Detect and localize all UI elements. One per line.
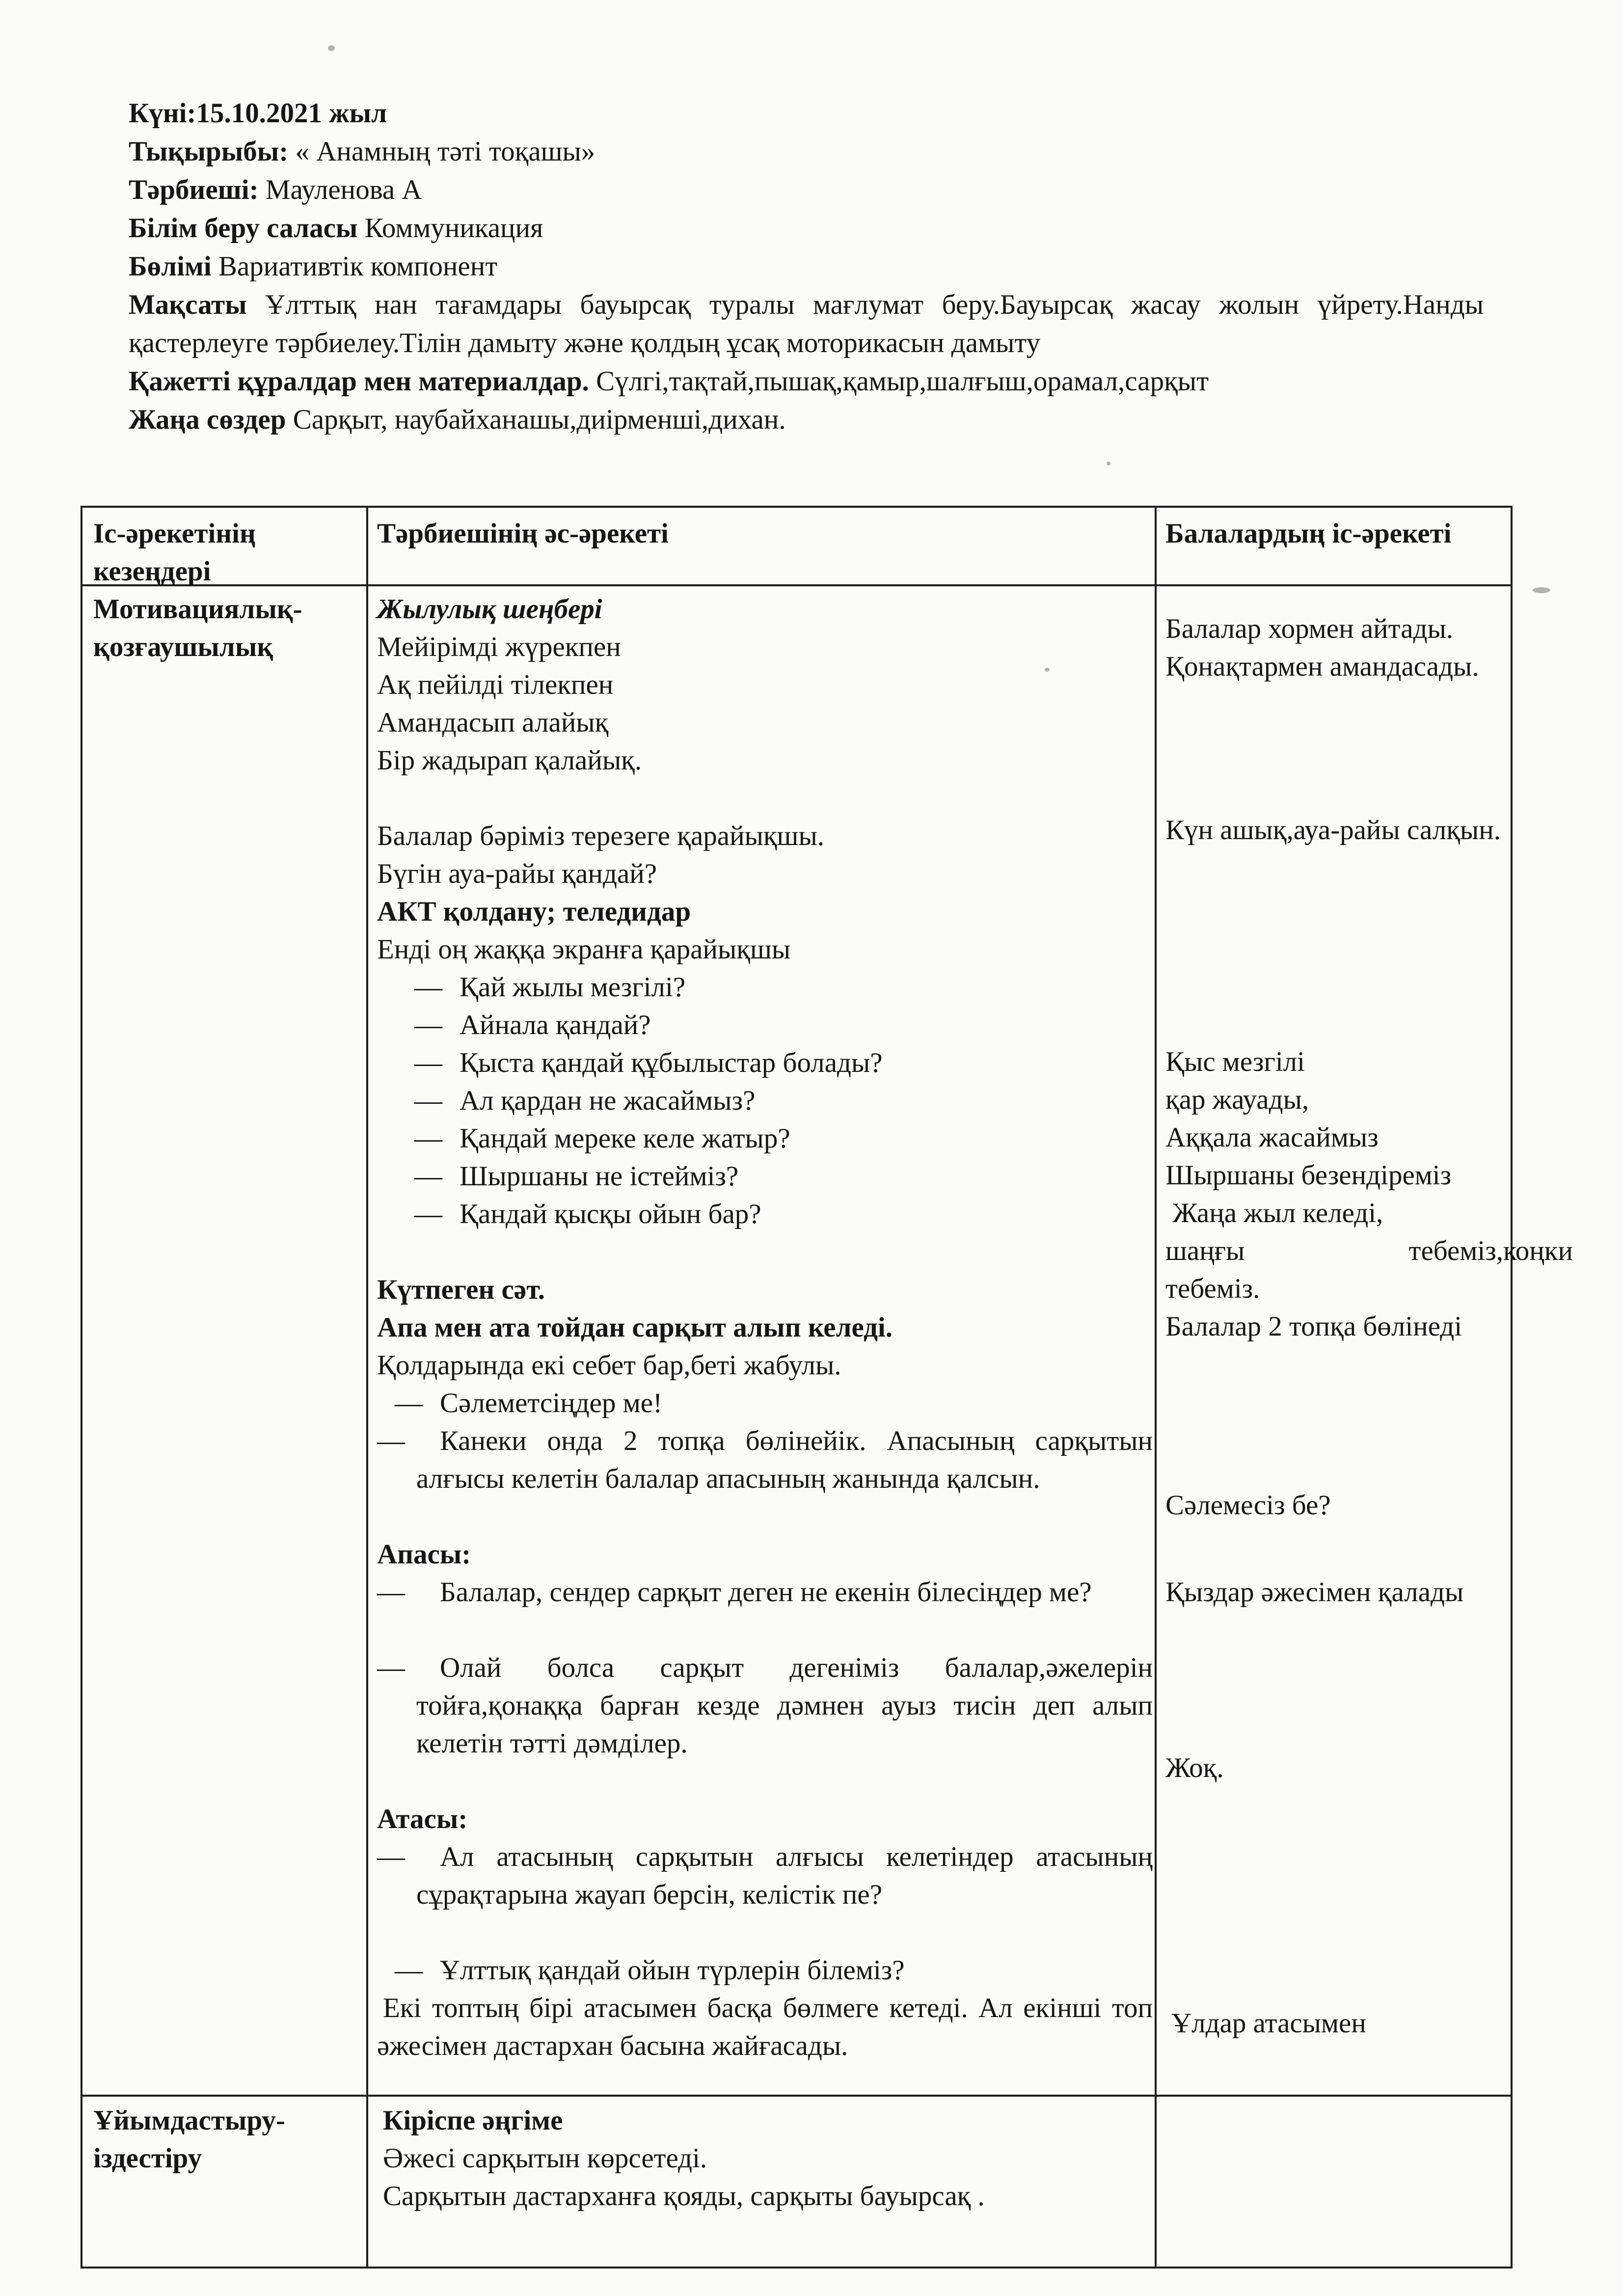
intro-line: Әжесі сарқытын көрсетеді. <box>383 2143 707 2174</box>
split-instruction-item <box>377 1422 1153 1498</box>
child-response: Сәлемесіз бе? <box>1165 1490 1331 1521</box>
grandpa-question-item: — Ұлттық қандай ойын түрлерін білеміз? <box>440 1951 905 1989</box>
intro-title: Кіріспе әңгіме <box>383 2105 563 2136</box>
scan-speck <box>1045 668 1050 672</box>
dash-mark: — <box>377 1577 405 1608</box>
grandpa-instruction-item <box>377 1838 1153 1913</box>
grandma-label: Апасы: <box>377 1539 471 1570</box>
goal-value: Ұлттық нан тағамдары бауырсақ туралы мағлумат беру.Бауырсақ жасау жолын үйрету.Нанды қастерлеуге тәрбиелеу.Тілін дамыту және қолдың ұсақ моторикасын дамыту <box>129 289 1484 358</box>
area-line <box>129 209 1484 247</box>
child-response: Ұлдар атасымен <box>1171 2008 1366 2039</box>
topic-line <box>129 133 1484 171</box>
date-value: 15.10.2021 жыл <box>196 98 387 129</box>
question-item: — Қандай қысқы ойын бар? <box>460 1195 761 1233</box>
stage-organization: Ұйымдастыру-іздестіру <box>93 2105 285 2174</box>
area-label: Білім беру саласы <box>129 213 358 244</box>
question-item: — Қандай мереке келе жатыр? <box>460 1120 790 1157</box>
surprise-title: Күтпеген сәт. <box>377 1274 545 1305</box>
topic-value: « Анамның тәті тоқашы» <box>295 136 595 167</box>
intro-line: Сарқытын дастарханға қояды, сарқыты бауырсақ . <box>383 2181 985 2212</box>
child-answer: Шыршаны безендіреміз <box>1165 1160 1452 1191</box>
section-value: Вариативтік компонент <box>218 251 498 282</box>
row-divider <box>82 2095 1511 2097</box>
warmup-line: Амандасып алайық <box>377 707 609 738</box>
greeting-item: — Сәлеметсіңдер ме! <box>440 1384 662 1422</box>
child-response: Балалар хормен айтады. <box>1165 613 1454 644</box>
child-answer: Жаңа жыл келеді, <box>1165 1198 1383 1229</box>
child-answer: шаңғы тебеміз,коңки <box>1165 1235 1573 1266</box>
question-item: — Қыста қандай құбылыстар болады? <box>460 1044 883 1082</box>
column-divider <box>1155 508 1157 2267</box>
grandma-explanation-text: Олай болса сарқыт дегеніміз балалар,әжелерін тойға,қонаққа барған кезде дәмнен ауыз тисін деп алып келетін тәтті дәмділер. <box>416 1652 1153 1759</box>
grandma-question-text: Балалар, сендер сарқыт деген не екенін білесіңдер ме? <box>440 1577 1092 1608</box>
warmup-line: Ақ пейілді тілекпен <box>377 669 614 700</box>
stage-motivation: Мотивациялық-қозғаушылық <box>93 594 302 662</box>
surprise-subtitle: Апа мен ата тойдан сарқыт алып келеді. <box>377 1312 893 1343</box>
activity-table <box>81 506 1573 2269</box>
grandpa-label: Атасы: <box>377 1804 468 1834</box>
dash-mark: — <box>377 1841 405 1872</box>
section-line <box>129 247 1484 286</box>
dash-mark: — <box>377 1652 405 1683</box>
materials-value: Сүлгі,тақтай,пышақ,қамыр,шалғыш,орамал,сарқыт <box>596 366 1209 397</box>
ikt-title: АКТ қолдану; теледидар <box>377 896 691 927</box>
new-words-label: Жаңа сөздер <box>129 404 286 435</box>
child-answer: Аққала жасаймыз <box>1165 1122 1379 1153</box>
grandma-question-item <box>377 1573 1153 1611</box>
goal-paragraph <box>129 286 1484 362</box>
area-value: Коммуникация <box>364 213 543 244</box>
warmup-title: Жылулық шеңбері <box>377 594 602 625</box>
date-label: Күні: <box>129 98 196 129</box>
topic-label: Тықырыбы: <box>129 136 289 167</box>
header-teacher: Тәрбиешінің әс-әрекеті <box>377 518 669 549</box>
child-answer: тебеміз. <box>1165 1273 1260 1304</box>
column-divider <box>366 508 368 2267</box>
materials-line <box>129 362 1484 401</box>
warmup-line: Бір жадырап қалайық. <box>377 745 642 776</box>
dash-mark: — <box>377 1425 405 1456</box>
new-words-value: Сарқыт, наубайханашы,диірменші,дихан. <box>293 404 786 435</box>
grandma-explanation-item <box>377 1649 1153 1762</box>
child-answer: Қыс мезгілі <box>1165 1046 1305 1077</box>
lesson-header <box>129 94 1484 439</box>
question-item: — Ал қардан не жасаймыз? <box>460 1082 755 1120</box>
child-answer: қар жауады, <box>1165 1084 1309 1115</box>
scan-speck <box>1533 587 1550 593</box>
screen-line: Енді оң жаққа экранға қарайықшы <box>377 934 791 965</box>
window-line: Бүгін ауа-райы қандай? <box>377 858 657 889</box>
question-item: — Шыршаны не істейміз? <box>460 1157 738 1195</box>
materials-label: Қажетті құралдар мен материалдар. <box>129 366 589 397</box>
goal-label: Мақсаты <box>129 289 247 320</box>
split-instruction-text: Канеки онда 2 топқа бөлінейік. Апасының сарқытын алғысы келетін балалар апасының жанында қалсын. <box>416 1425 1153 1494</box>
new-words-line <box>129 401 1484 439</box>
scan-speck <box>328 45 335 51</box>
question-item: — Қай жылы мезгілі? <box>460 968 685 1006</box>
child-response: Балалар 2 топқа бөлінеді <box>1165 1311 1462 1342</box>
header-stage: Іс-әрекетінің кезеңдері <box>93 518 256 587</box>
child-response: Қонақтармен амандасады. <box>1165 651 1479 682</box>
baskets-line: Қолдарында екі себет бар,беті жабулы. <box>377 1350 841 1381</box>
question-item: — Айнала қандай? <box>460 1006 651 1044</box>
date-line <box>129 94 1484 133</box>
header-children: Балалардың іс-әрекеті <box>1165 518 1452 549</box>
teacher-label: Тәрбиеші: <box>129 174 259 205</box>
teacher-line <box>129 171 1484 209</box>
closing-paragraph: Екі топтың бірі атасымен басқа бөлмеге кетеді. Ал екінші топ әжесімен дастархан басына жайғасады. <box>377 1993 1153 2061</box>
teacher-value: Мауленова А <box>265 174 422 205</box>
warmup-line: Мейірімді жүрекпен <box>377 631 621 662</box>
child-response: Қыздар әжесімен қалады <box>1165 1577 1464 1608</box>
window-line: Балалар бәріміз терезеге қарайықшы. <box>377 820 824 851</box>
child-response: Күн ашық,ауа-райы салқын. <box>1165 815 1501 846</box>
child-response: Жоқ. <box>1165 1752 1224 1783</box>
section-label: Бөлімі <box>129 251 212 282</box>
grandpa-instruction-text: Ал атасының сарқытын алғысы келетіндер атасының сұрақтарына жауап берсін, келістік пе? <box>416 1841 1153 1910</box>
scan-speck <box>1107 462 1110 465</box>
